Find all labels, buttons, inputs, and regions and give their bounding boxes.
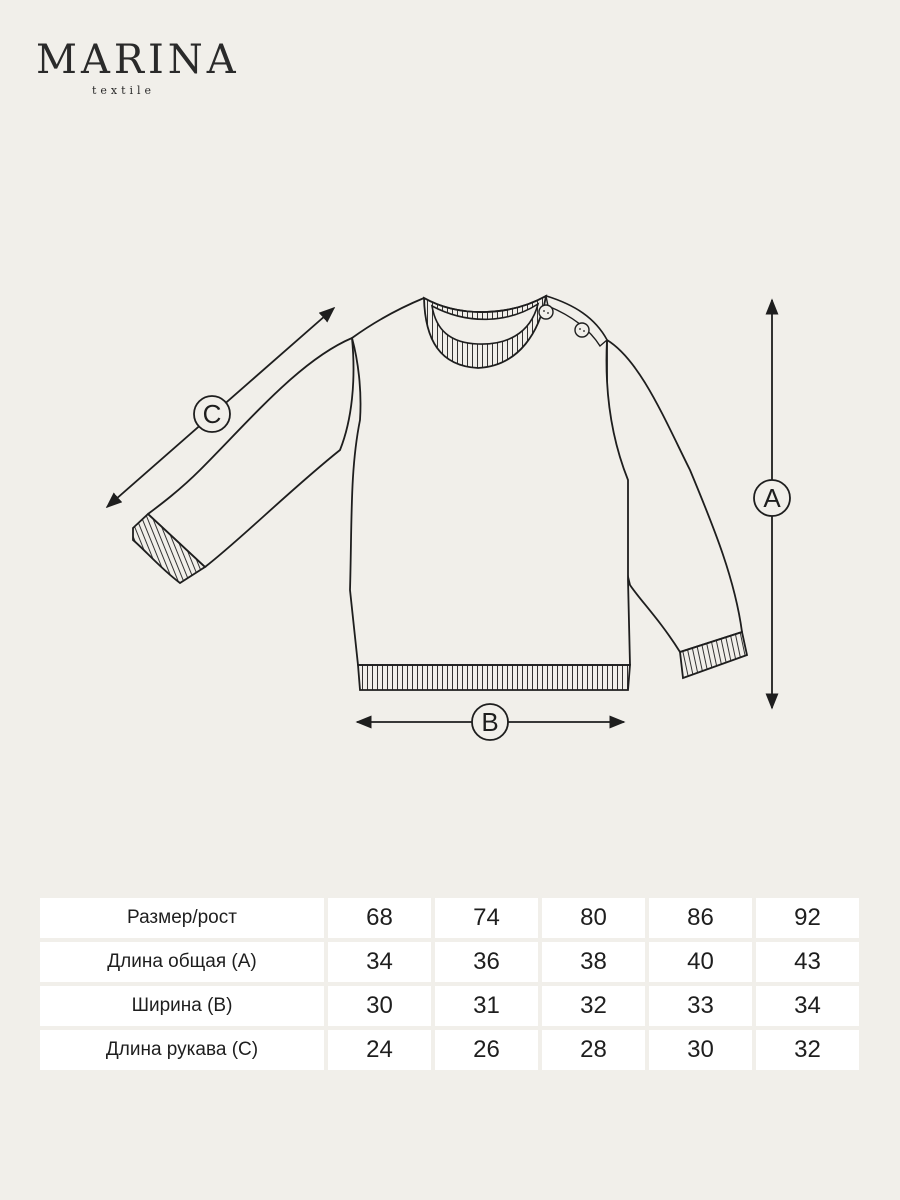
left-sleeve [148, 338, 354, 567]
table-cell: 24 [328, 1030, 431, 1070]
table-cell: 32 [756, 1030, 859, 1070]
table-cell: 80 [542, 898, 645, 938]
table-cell: 26 [435, 1030, 538, 1070]
table-row [40, 898, 862, 938]
dimension-a-label: A [763, 483, 781, 513]
table-cell: 31 [435, 986, 538, 1026]
table-cell: 92 [756, 898, 859, 938]
button-icon [575, 323, 589, 337]
table-cell: 33 [649, 986, 752, 1026]
row-label: Длина общая (А) [40, 942, 324, 982]
size-table [40, 898, 862, 1074]
table-cell: 43 [756, 942, 859, 982]
table-cell: 86 [649, 898, 752, 938]
table-cell: 28 [542, 1030, 645, 1070]
row-label: Длина рукава (С) [40, 1030, 324, 1070]
brand-subtitle: textile [91, 84, 156, 97]
button-icon [539, 305, 553, 319]
table-cell: 30 [328, 986, 431, 1026]
table-cell: 34 [328, 942, 431, 982]
table-cell: 38 [542, 942, 645, 982]
table-cell: 36 [435, 942, 538, 982]
table-cell: 74 [435, 898, 538, 938]
table-cell: 30 [649, 1030, 752, 1070]
row-label: Ширина (В) [40, 986, 324, 1026]
row-label: Размер/рост [40, 898, 324, 938]
brand-name: MARINA [36, 37, 240, 83]
table-cell: 34 [756, 986, 859, 1026]
table-cell: 32 [542, 986, 645, 1026]
table-cell: 40 [649, 942, 752, 982]
table-row [40, 942, 862, 982]
table-row [40, 986, 862, 1026]
table-cell: 68 [328, 898, 431, 938]
waistband [358, 665, 630, 690]
table-row [40, 1030, 862, 1070]
dimension-b-label: B [481, 707, 499, 737]
dimension-c-label: C [202, 399, 222, 429]
